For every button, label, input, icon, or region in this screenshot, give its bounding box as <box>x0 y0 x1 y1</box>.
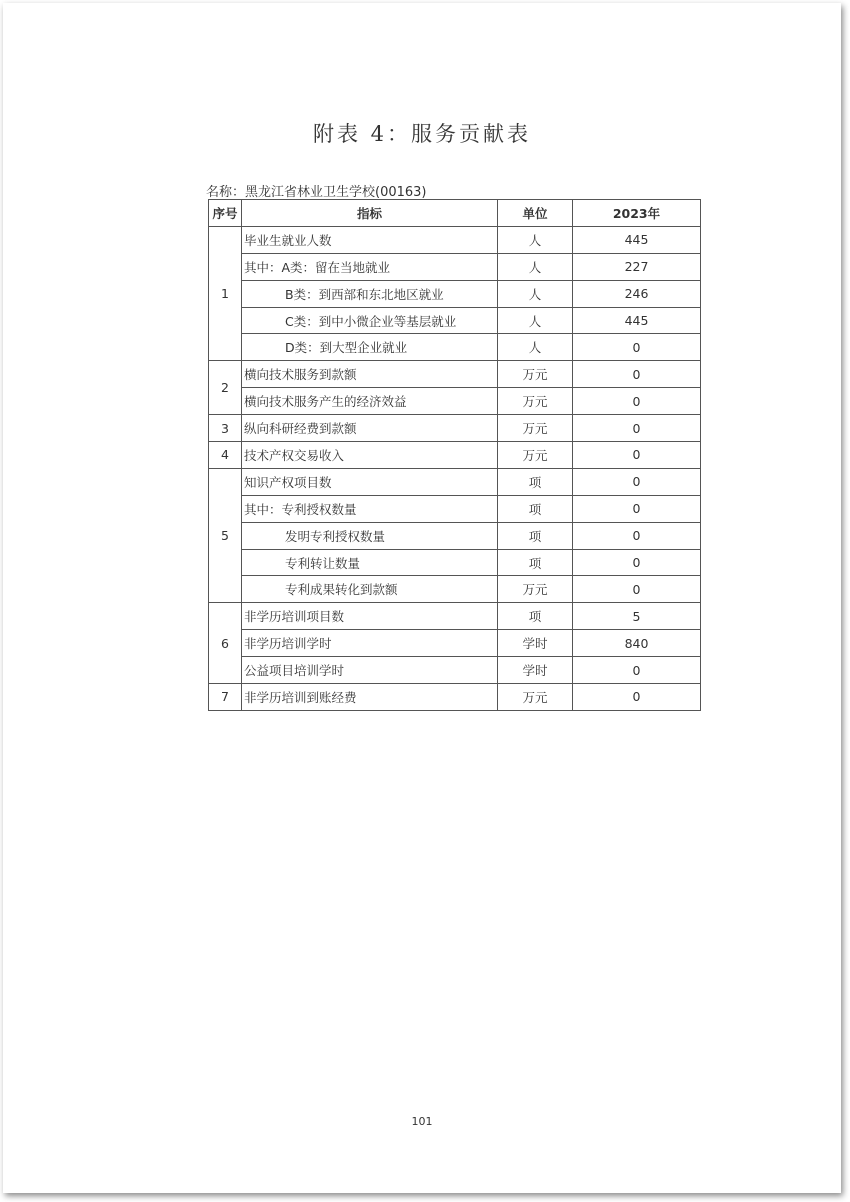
indicator-cell: 知识产权项目数 <box>242 468 498 495</box>
service-contribution-table <box>208 199 701 711</box>
table-row <box>209 495 701 522</box>
unit-cell: 万元 <box>498 684 573 711</box>
table-row <box>209 388 701 415</box>
table-row <box>209 657 701 684</box>
value-cell: 0 <box>573 415 701 442</box>
indicator-cell: 技术产权交易收入 <box>242 442 498 469</box>
unit-cell: 万元 <box>498 415 573 442</box>
value-cell: 445 <box>573 307 701 334</box>
value-cell: 840 <box>573 630 701 657</box>
unit-cell: 人 <box>498 253 573 280</box>
header-seq: 序号 <box>209 200 242 227</box>
indicator-cell: C类：到中小微企业等基层就业 <box>242 307 498 334</box>
table-row <box>209 522 701 549</box>
table-row <box>209 307 701 334</box>
unit-cell: 人 <box>498 280 573 307</box>
unit-cell: 项 <box>498 522 573 549</box>
value-cell: 0 <box>573 684 701 711</box>
header-indicator: 指标 <box>242 200 498 227</box>
table-header-row <box>209 200 701 227</box>
seq-cell: 4 <box>209 442 242 469</box>
value-cell: 0 <box>573 388 701 415</box>
value-cell: 0 <box>573 495 701 522</box>
table-row <box>209 334 701 361</box>
indicator-cell: 专利成果转化到款额 <box>242 576 498 603</box>
seq-cell: 5 <box>209 468 242 602</box>
table-row <box>209 226 701 253</box>
unit-cell: 学时 <box>498 657 573 684</box>
page-number: 101 <box>411 1115 433 1128</box>
indicator-cell: 非学历培训项目数 <box>242 603 498 630</box>
table-row <box>209 576 701 603</box>
indicator-cell: D类：到大型企业就业 <box>242 334 498 361</box>
value-cell: 0 <box>573 549 701 576</box>
unit-cell: 人 <box>498 334 573 361</box>
table-row <box>209 549 701 576</box>
indicator-cell: 其中：专利授权数量 <box>242 495 498 522</box>
table-row <box>209 468 701 495</box>
seq-cell: 1 <box>209 226 242 360</box>
unit-cell: 项 <box>498 495 573 522</box>
value-cell: 246 <box>573 280 701 307</box>
table-row <box>209 253 701 280</box>
table-caption: 名称：黑龙江省林业卫生学校(00163) <box>206 185 427 200</box>
value-cell: 0 <box>573 522 701 549</box>
indicator-cell: 横向技术服务到款额 <box>242 361 498 388</box>
indicator-cell: 发明专利授权数量 <box>242 522 498 549</box>
indicator-cell: 非学历培训到账经费 <box>242 684 498 711</box>
unit-cell: 人 <box>498 226 573 253</box>
header-unit: 单位 <box>498 200 573 227</box>
indicator-cell: 专利转让数量 <box>242 549 498 576</box>
indicator-cell: 毕业生就业人数 <box>242 226 498 253</box>
table-row <box>209 603 701 630</box>
indicator-cell: 公益项目培训学时 <box>242 657 498 684</box>
value-cell: 0 <box>573 657 701 684</box>
seq-cell: 6 <box>209 603 242 684</box>
unit-cell: 学时 <box>498 630 573 657</box>
value-cell: 0 <box>573 576 701 603</box>
unit-cell: 项 <box>498 468 573 495</box>
unit-cell: 万元 <box>498 442 573 469</box>
value-cell: 0 <box>573 442 701 469</box>
page-title: 附表 4：服务贡献表 <box>312 122 532 146</box>
table-row <box>209 361 701 388</box>
table-row <box>209 415 701 442</box>
indicator-cell: B类：到西部和东北地区就业 <box>242 280 498 307</box>
indicator-cell: 非学历培训学时 <box>242 630 498 657</box>
table-row <box>209 684 701 711</box>
seq-cell: 3 <box>209 415 242 442</box>
value-cell: 227 <box>573 253 701 280</box>
indicator-cell: 其中：A类：留在当地就业 <box>242 253 498 280</box>
table-row <box>209 280 701 307</box>
indicator-cell: 横向技术服务产生的经济效益 <box>242 388 498 415</box>
table-row <box>209 630 701 657</box>
unit-cell: 万元 <box>498 576 573 603</box>
document-page <box>3 3 841 1193</box>
seq-cell: 2 <box>209 361 242 415</box>
unit-cell: 人 <box>498 307 573 334</box>
header-year: 2023年 <box>573 200 701 227</box>
unit-cell: 项 <box>498 603 573 630</box>
table-row <box>209 442 701 469</box>
value-cell: 0 <box>573 468 701 495</box>
seq-cell: 7 <box>209 684 242 711</box>
unit-cell: 万元 <box>498 388 573 415</box>
indicator-cell: 纵向科研经费到款额 <box>242 415 498 442</box>
value-cell: 5 <box>573 603 701 630</box>
unit-cell: 项 <box>498 549 573 576</box>
value-cell: 445 <box>573 226 701 253</box>
unit-cell: 万元 <box>498 361 573 388</box>
value-cell: 0 <box>573 361 701 388</box>
value-cell: 0 <box>573 334 701 361</box>
